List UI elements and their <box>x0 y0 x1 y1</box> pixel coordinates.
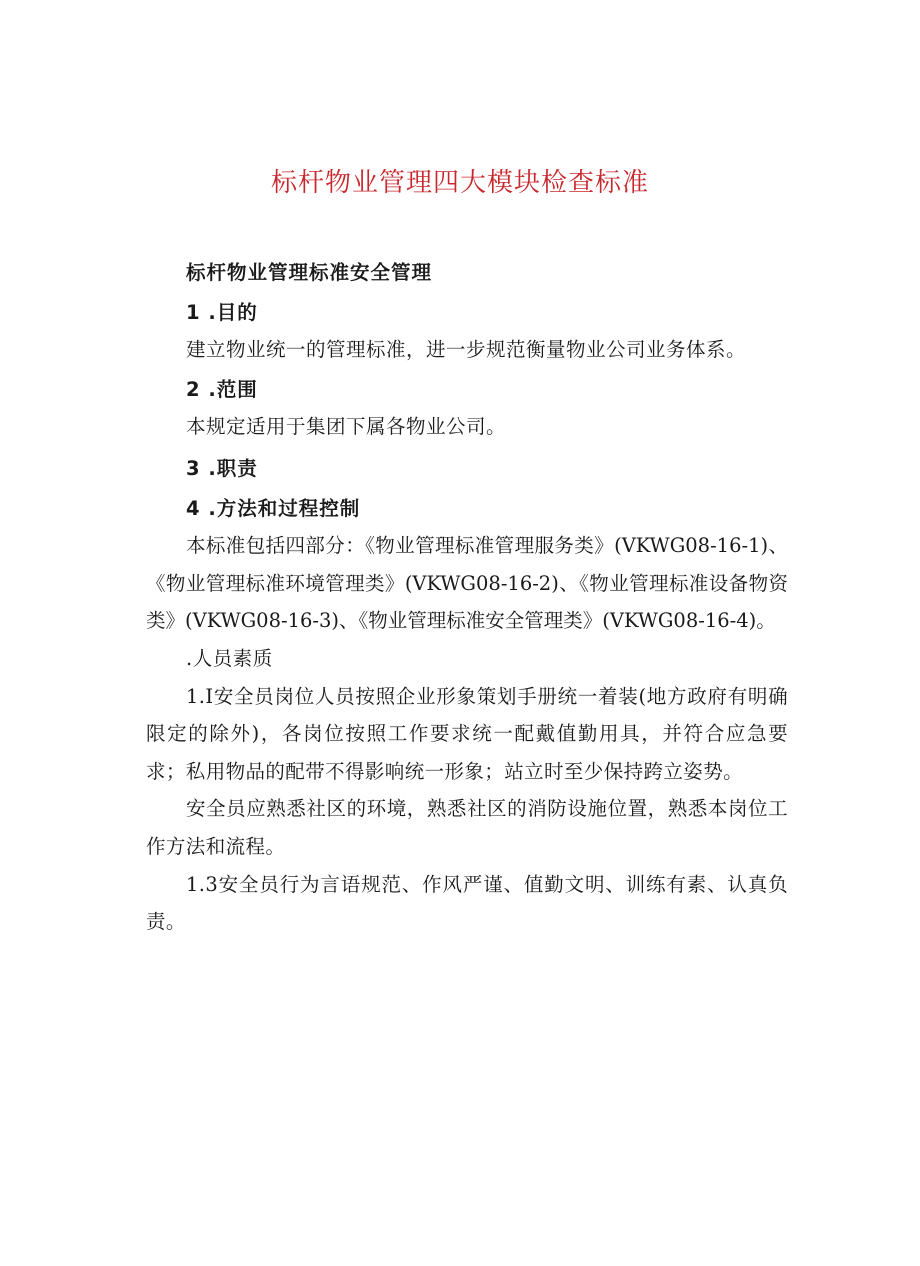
section-heading-purpose: 1 .目的 <box>186 300 258 324</box>
personnel-heading: .人员素质 <box>186 646 273 670</box>
section-heading-scope: 2 .范围 <box>186 377 258 401</box>
section-heading-safety: 标杆物业管理标准安全管理 <box>186 261 433 284</box>
document-title: 标杆物业管理四大模块检查标准 <box>270 168 649 198</box>
section-heading-responsibility: 3 .职责 <box>186 456 258 480</box>
personnel-paragraph-2: 安全员应熟悉社区的环境，熟悉社区的消防设施位置，熟悉本岗位工作方法和流程。 <box>146 797 788 858</box>
section-heading-methods: 4 .方法和过程控制 <box>186 496 361 520</box>
personnel-paragraph-1: 1.I安全员岗位人员按照企业形象策划手册统一着装(地方政府有明确限定的除外)，各岗位按照工作要求统一配戴值勤用具，并符合应急要求；私用物品的配带不得影响统一形象；站立时至少保持跨立姿势。 <box>146 684 788 783</box>
purpose-text: 建立物业统一的管理标准，进一步规范衡量物业公司业务体系。 <box>186 338 747 362</box>
methods-text: 本标准包括四部分：《物业管理标准管理服务类》(VKWG08-16-1)、《物业管理标准环境管理类》(VKWG08-16-2)、《物业管理标准设备物资类》(VKWG08-16-3)、《物业管理标准安全管理类》(VKWG08-16-4)。 <box>146 534 788 633</box>
document-body <box>146 252 788 941</box>
scope-text: 本规定适用于集团下属各物业公司。 <box>186 415 507 439</box>
personnel-paragraph-3: 1.3安全员行为言语规范、作风严谨、值勤文明、训练有素、认真负责。 <box>146 872 788 934</box>
